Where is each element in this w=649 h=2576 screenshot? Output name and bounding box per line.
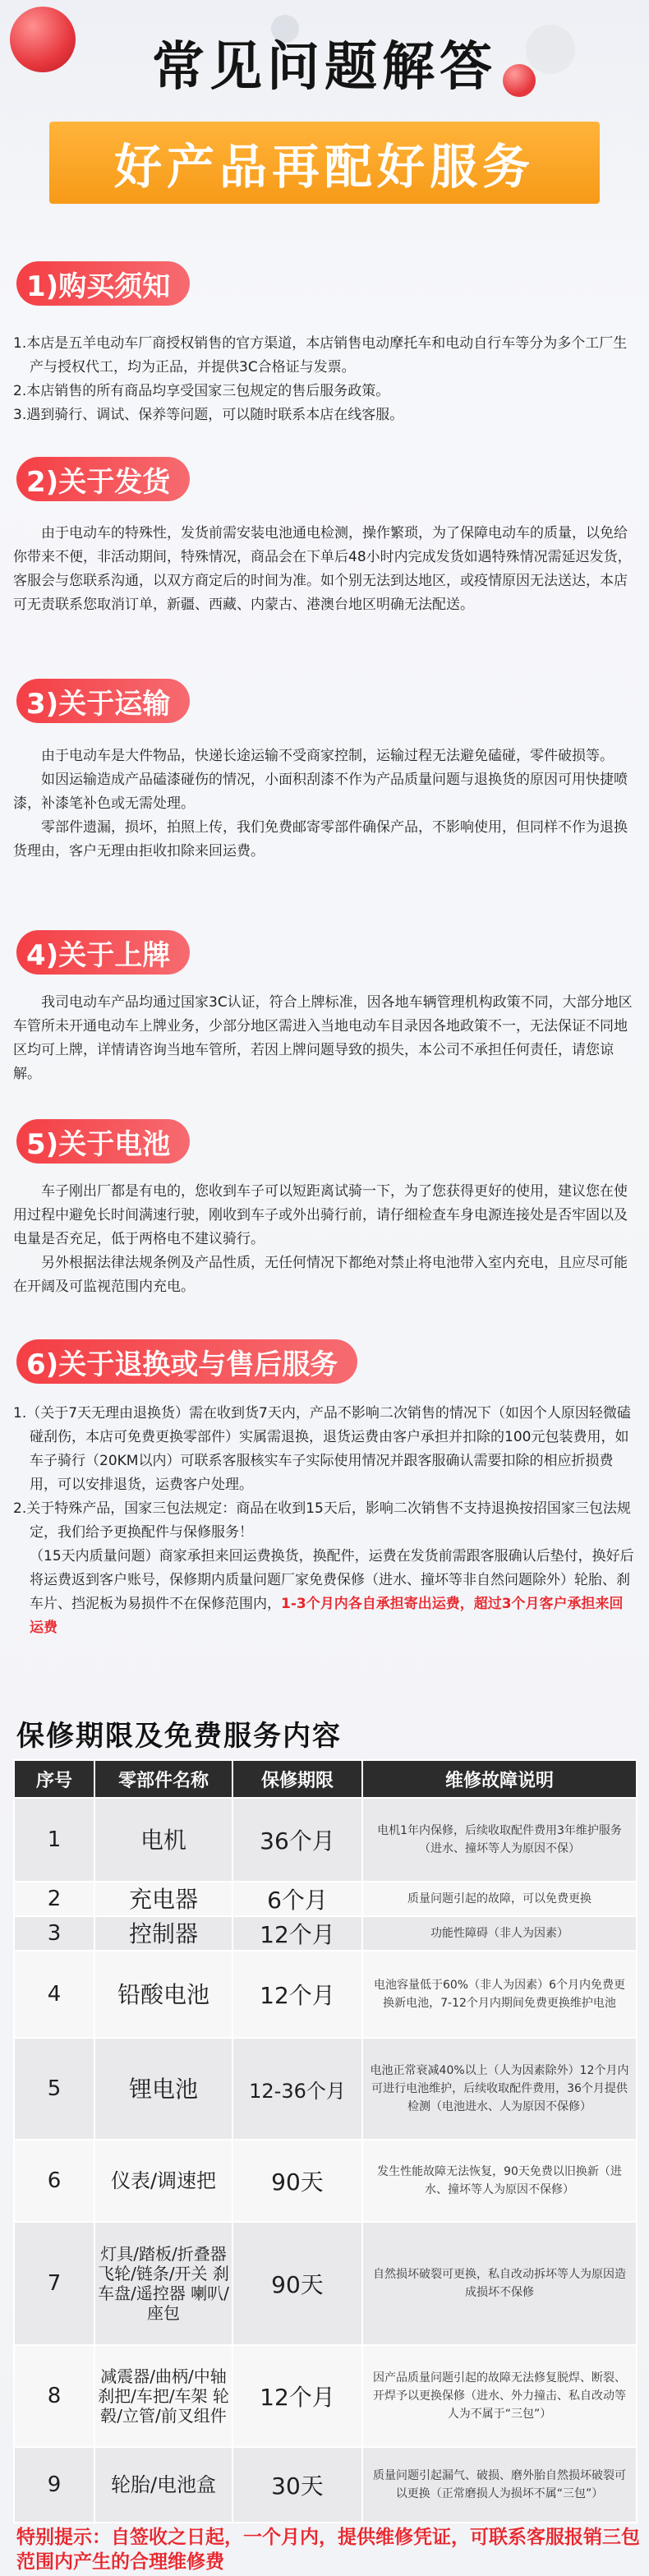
section-heading-transport: 3)关于运输: [16, 679, 190, 723]
section-heading-battery: 5)关于电池: [16, 1119, 190, 1164]
warranty-table: [13, 1759, 637, 2523]
table-row: [14, 1798, 637, 1882]
paragraph: 我司电动车产品均通过国家3C认证，符合上牌标准，因各地车辆管理机构政策不同，大部分地区车管所未开通电动车上牌业务，少部分地区需进入当地电动车目录因各地政策不一，无法保证不同地区均可上牌，详情请咨询当地车管所，若因上牌问题导致的损失，本公司不承担任何责任，请您谅解。: [13, 994, 633, 1082]
section-body-transport: [13, 744, 636, 864]
fault-description: 电机1年内保修，后续收取配件费用3年维护服务（进水、撞坏等人为原因不保）: [362, 1798, 637, 1882]
page-subtitle: 好产品再配好服务: [113, 139, 535, 195]
row-number: 2: [14, 1882, 94, 1916]
row-number: 1: [14, 1798, 94, 1882]
warranty-period: 12个月: [232, 1916, 362, 1951]
special-notice: 特别提示：自签收之日起，一个月内，提供维修凭证，可联系客服报销三包范围内产生的合理维修费: [16, 2527, 640, 2573]
warranty-period: 12个月: [232, 2345, 362, 2447]
fault-description: 电池正常衰减40%以上（人为因素除外）12个月内可进行电池维护，后续收取配件费用，36个月提供检测（电池进水、人为原因不保修）: [362, 2038, 637, 2140]
paragraph: [13, 1545, 636, 1640]
paragraph: 零部件遗漏，损坏，拍照上传，我们免费邮寄零部件确保产品，不影响使用，但同样不作为退换货理由，客户无理由拒收扣除来回运费。: [13, 819, 628, 859]
row-number: 4: [14, 1951, 94, 2038]
section-heading-purchase: 1)购买须知: [16, 261, 190, 306]
fault-description: 电池容量低于60%（非人为因素）6个月内免费更换新电池，7-12个月内期间免费更换维护电池: [362, 1951, 637, 2038]
banner: [0, 0, 649, 230]
paragraph: 如因运输造成产品磕漆碰伤的情况，小面积刮漆不作为产品质量问题与退换货的原因可用快捷喷漆，补漆笔补色或无需处理。: [13, 772, 628, 812]
part-name: 充电器: [94, 1882, 232, 1916]
table-header-row: [14, 1760, 637, 1798]
row-number: 8: [14, 2345, 94, 2447]
row-number: 3: [14, 1916, 94, 1951]
paragraph: 由于电动车是大件物品，快递长途运输不受商家控制，运输过程无法避免磕碰，零件破损等。: [41, 748, 614, 764]
table-row: [14, 2345, 637, 2447]
part-name: 仪表/调速把: [94, 2140, 232, 2222]
column-header: 序号: [14, 1760, 94, 1798]
table-row: [14, 1882, 637, 1916]
paragraph: 2.本店销售的所有商品均享受国家三包规定的售后服务政策。: [13, 383, 390, 399]
part-name: 控制器: [94, 1916, 232, 1951]
warranty-title: 保修期限及免费服务内容: [16, 1720, 342, 1753]
part-name: 电机: [94, 1798, 232, 1882]
paragraph: 3.遇到骑行、调试、保养等问题，可以随时联系本店在线客服。: [13, 407, 404, 423]
column-header: 保修期限: [232, 1760, 362, 1798]
section-heading-aftersales: 6)关于退换或与售后服务: [16, 1339, 357, 1384]
warranty-period: 12个月: [232, 1951, 362, 2038]
warranty-period: 30天: [232, 2447, 362, 2523]
warranty-period: 12-36个月: [232, 2038, 362, 2140]
part-name: 铅酸电池: [94, 1951, 232, 2038]
table-row: [14, 2222, 637, 2345]
paragraph: 另外根据法律法规条例及产品性质，无任何情况下都绝对禁止将电池带入室内充电，且应尽可能在开阔及可监视范围内充电。: [13, 1255, 628, 1295]
table-row: [14, 1951, 637, 2038]
fault-description: 自然损坏破裂可更换，私自改动拆坏等人为原因造成损坏不保修: [362, 2222, 637, 2345]
part-name: 锂电池: [94, 2038, 232, 2140]
paragraph: 1.本店是五羊电动车厂商授权销售的官方渠道，本店销售电动摩托车和电动自行车等分为多个工厂生产与授权代工，均为正品，并提供3C合格证与发票。: [13, 335, 628, 376]
subtitle-box: [49, 122, 600, 204]
row-number: 6: [14, 2140, 94, 2222]
table-row: [14, 2447, 637, 2523]
row-number: 9: [14, 2447, 94, 2523]
section-body-purchase: [13, 332, 636, 427]
fault-description: 功能性障碍（非人为因素）: [362, 1916, 637, 1951]
paragraph: 车子刚出厂都是有电的，您收到车子可以短距离试骑一下，为了您获得更好的使用，建议您在使用过程中避免长时间满速行驶，刚收到车子或外出骑行前，请仔细检查车身电源连接处是否牢固以及电量是否充足，低于两格电不建议骑行。: [13, 1183, 628, 1247]
section-body-battery: [13, 1180, 636, 1299]
paragraph-highlight: 1-3个月内各自承担寄出运费，超过3个月客户承担来回运费: [30, 1596, 624, 1636]
part-name: 减震器/曲柄/中轴 刹把/车把/车架 轮毂/立管/前叉组件: [94, 2345, 232, 2447]
table-row: [14, 2140, 637, 2222]
warranty-period: 36个月: [232, 1798, 362, 1882]
part-name: 灯具/踏板/折叠器 飞轮/链条/开关 刹车盘/遥控器 喇叭/座包: [94, 2222, 232, 2345]
warranty-period: 90天: [232, 2222, 362, 2345]
fault-description: 质量问题引起漏气、破损、磨外胎自然损坏破裂可以更换（正常磨损人为损坏不属“三包”）: [362, 2447, 637, 2523]
column-header: 零部件名称: [94, 1760, 232, 1798]
table-row: [14, 1916, 637, 1951]
paragraph: 由于电动车的特殊性，发货前需安装电池通电检测，操作繁琐，为了保障电动车的质量，以免给你带来不便，非活动期间，特殊情况，商品会在下单后48小时内完成发货如遇特殊情况需延迟发货，客服会与您联系沟通，以双方商定后的时间为准。如个别无法到达地区，或疫情原因无法送达，本店可无责联系您取消订单，新疆、西藏、内蒙古、港澳台地区明确无法配送。: [13, 525, 632, 613]
page-title: 常见问题解答: [152, 37, 497, 98]
row-number: 7: [14, 2222, 94, 2345]
fault-description: 质量问题引起的故障，可以免费更换: [362, 1882, 637, 1916]
section-body-registration: [13, 991, 636, 1086]
section-body-shipping: [13, 522, 636, 617]
fault-description: 因产品质量问题引起的故障无法修复脱焊、断裂、开焊予以更换保修（进水、外力撞击、私自改动等人为不属于“三包”）: [362, 2345, 637, 2447]
section-heading-shipping: 2)关于发货: [16, 457, 190, 501]
warranty-period: 90天: [232, 2140, 362, 2222]
paragraph: 1.（关于7天无理由退换货）需在收到货7天内，产品不影响二次销售的情况下（如因个人原因轻微磕碰刮伤，本店可免费更换零部件）实属需退换，退货运费由客户承担并扣除的100元包装费用，如车子骑行（20KM以内）可联系客服核实车子实际使用情况并跟客服确认需要扣除的相应折损费用，可以安排退货，运费客户处理。: [13, 1405, 631, 1493]
paragraph-text: （15天内质量问题）商家承担来回运费换货，换配件，运费在发货前需跟客服确认后垫付，换好后将运费返到客户账号，保修期内质量问题厂家免费保修（进水、撞坏等非自然问题除外）轮胎、刹车片、挡泥板为易损件不在保修范围内，: [30, 1548, 634, 1612]
section-heading-registration: 4)关于上牌: [16, 930, 190, 975]
table-row: [14, 2038, 637, 2140]
paragraph: 2.关于特殊产品，国家三包法规定：商品在收到15天后，影响二次销售不支持退换按招国家三包法规定，我们给予更换配件与保修服务！: [13, 1500, 631, 1541]
column-header: 维修故障说明: [362, 1760, 637, 1798]
row-number: 5: [14, 2038, 94, 2140]
section-body-aftersales: [13, 1402, 636, 1640]
part-name: 轮胎/电池盒: [94, 2447, 232, 2523]
warranty-period: 6个月: [232, 1882, 362, 1916]
fault-description: 发生性能故障无法恢复，90天免费以旧换新（进水、撞坏等人为原因不保修）: [362, 2140, 637, 2222]
